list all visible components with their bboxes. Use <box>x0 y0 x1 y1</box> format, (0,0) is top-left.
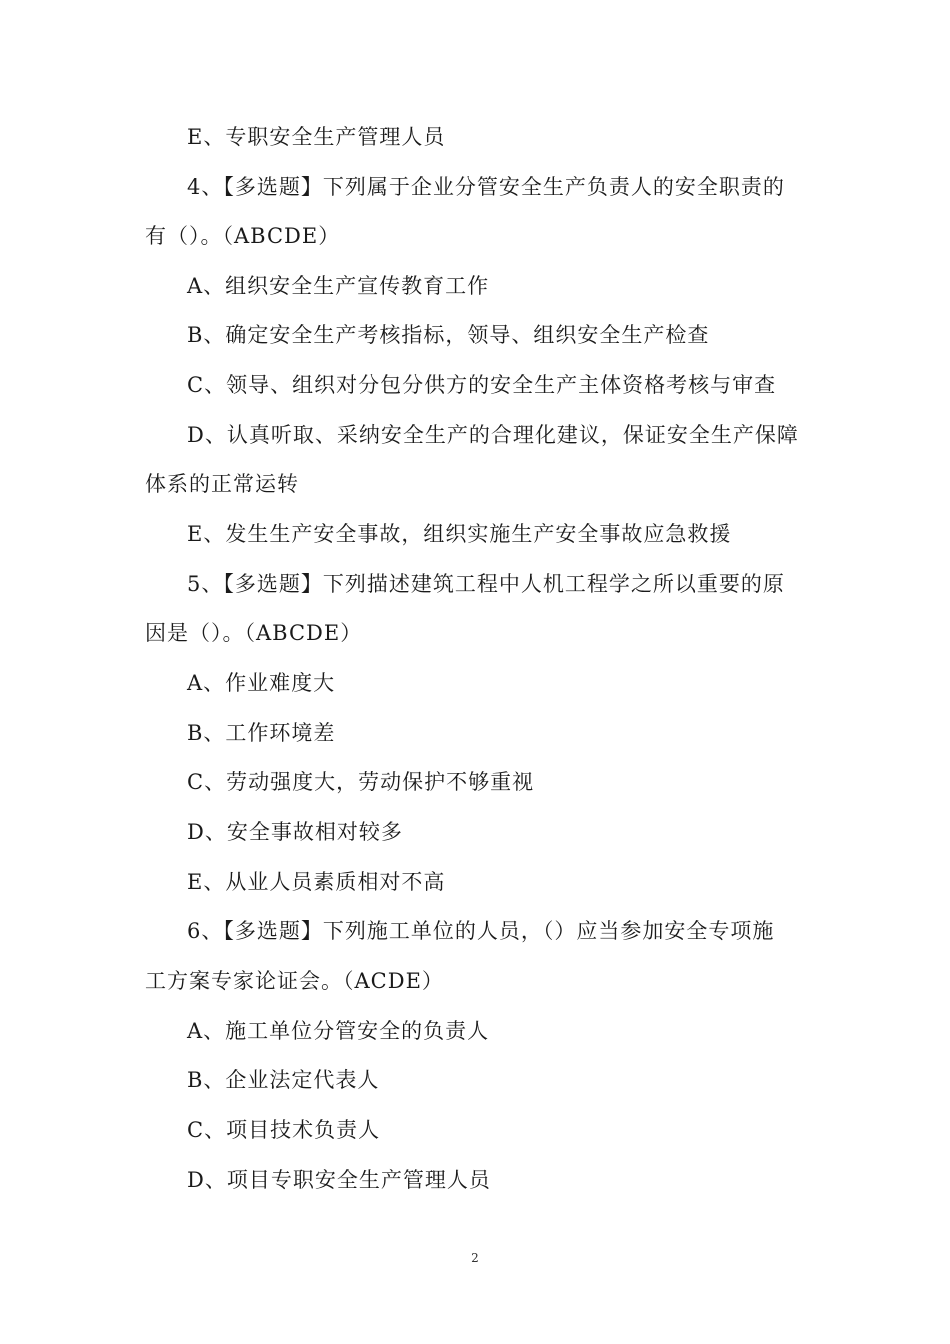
question-5-line-2: 因是（）。（ABCDE） <box>145 621 363 645</box>
option-c-q5: C、劳动强度大，劳动保护不够重视 <box>187 770 535 794</box>
option-d-q5: D、安全事故相对较多 <box>187 820 403 844</box>
option-a-q4: A、组织安全生产宣传教育工作 <box>187 274 490 298</box>
question-4-line-2: 有（）。（ABCDE） <box>145 224 341 248</box>
option-e-q5: E、从业人员素质相对不高 <box>187 870 446 894</box>
option-d-q4-line-1: D、认真听取、采纳安全生产的合理化建议，保证安全生产保障 <box>187 423 799 447</box>
question-5-line-1: 5、【多选题】下列描述建筑工程中人机工程学之所以重要的原 <box>187 572 785 596</box>
option-d-q6: D、项目专职安全生产管理人员 <box>187 1168 491 1192</box>
page-number: 2 <box>471 1251 479 1265</box>
option-b-q5: B、工作环境差 <box>187 721 336 745</box>
option-b-q6: B、企业法定代表人 <box>187 1068 380 1092</box>
option-a-q6: A、施工单位分管安全的负责人 <box>187 1019 490 1043</box>
option-c-q4: C、领导、组织对分包分供方的安全生产主体资格考核与审查 <box>187 373 777 397</box>
option-a-q5: A、作业难度大 <box>187 671 336 695</box>
option-e-q3: E、专职安全生产管理人员 <box>187 125 446 149</box>
question-6-line-1: 6、【多选题】下列施工单位的人员，（）应当参加安全专项施 <box>187 919 775 943</box>
question-6-line-2: 工方案专家论证会。（ACDE） <box>145 969 444 993</box>
option-d-q4-line-2: 体系的正常运转 <box>145 472 299 496</box>
option-e-q4: E、发生生产安全事故，组织实施生产安全事故应急救援 <box>187 522 732 546</box>
question-4-line-1: 4、【多选题】下列属于企业分管安全生产负责人的安全职责的 <box>187 175 785 199</box>
option-b-q4: B、确定安全生产考核指标，领导、组织安全生产检查 <box>187 323 710 347</box>
option-c-q6: C、项目技术负责人 <box>187 1118 381 1142</box>
